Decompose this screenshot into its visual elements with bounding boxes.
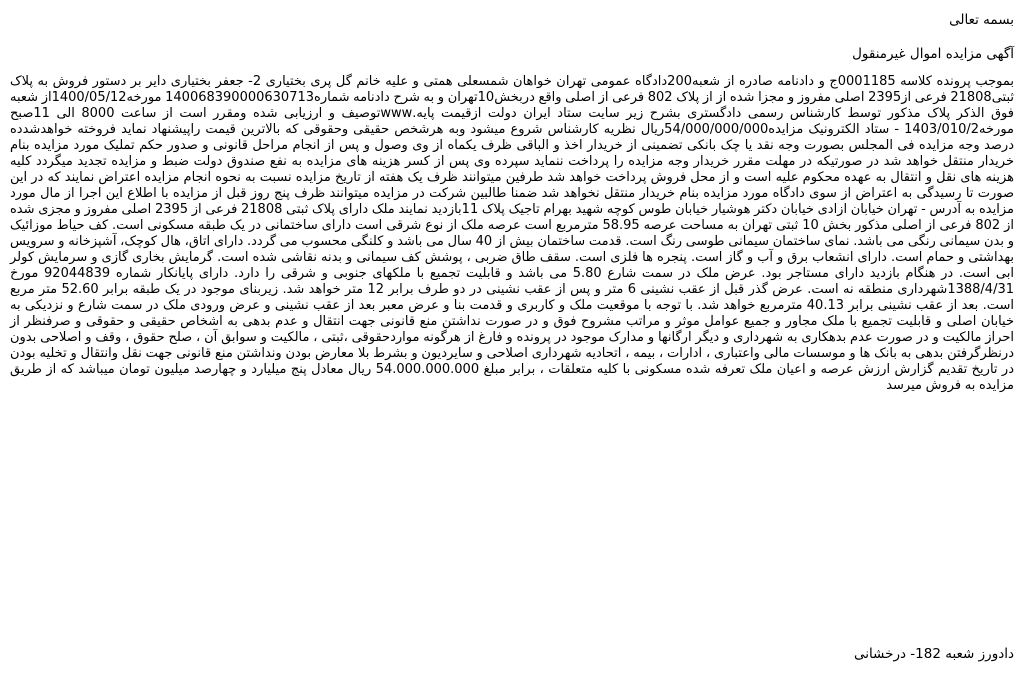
notice-title: آگهی مزایده اموال غیرمنقول (852, 46, 1014, 62)
notice-body: بموجب پرونده کلاسه 0001185ج و دادنامه صادره از شعبه200دادگاه عمومی تهران خواهان شمسعلی همتی و علیه خانم گل پری بختیاری 2- جعفر بختیاری دایر بر دستور فروش به پلاک ثبتی21808 فرعی از2395 اصلی مفروز و مجزا شده از از پلاک 802 فرعی از اصلی واقع دربخش10تهران و به شرح دادنامه شماره140068390000630713 مورخه1400/05/12از شعبه فوق الذکر پلاک مذکور توسط کارشناس رسمی دادگستری بشرح زیر سایت ستاد ایران دولت ازقیمت پایه.wwwتوصیف و ارزیابی شده ومقرر است از ساعت 8000 الی 11صبح مورخه1403/010/2 - ستاد الکترونیک مزایده54/000/000/000ریال نظریه کارشناس شروع میشود وبه هرشخص حقیقی وحقوقی که بالاترین قیمت راپیشنهاد نماید فروخته خواهدشدده درصد وجه مزایده فی المجلس بصورت وجه نقد یا چک بانکی تضمینی از خریدار اخذ و الباقی ظرف یکماه از وی وصول و پس از انجام مراحل قانونی و صدور حکم تملیک مورد مزایده بنام خریدار منتقل خواهد شد در صورتیکه در مهلت مقرر خریدار وجه مزایده را پرداخت ننماید سپرده وی پس از کسر هزینه های مزایده به نفع صندوق دولت ضبط و مزایده تجدید میگردد کلیه هزینه های نقل و انتقال به عهده محکوم علیه است و از محل فروش پرداخت خواهد شد طرفین میتوانند ظرف یک هفته از تاریخ مزایده نسبت به نحوه انجام مزایده اعتراض نمایند که در این صورت تا رسیدگی به اعتراض از سوی دادگاه مورد مزایده بنام خریدار منتقل نخواهد شد ضمنا طالبین شرکت در مزایده میتوانند ظرف پنج روز قبل از مزایده با اطلاع این اجرا از مال مورد مزایده به آدرس - تهران خیابان ازادی خیابان دکتر هوشیار خیابان طوس کوچه شهید بهرام تاجیک پلاک 11بازدید نمایند ملک دارای پلاک ثبتی 21808 فرعی از 2395 اصلی مفروز و مجزی شده از 802 فرعی از اصلی مذکور بخش 10 ثبتی تهران به مساحت عرصه 58.95 مترمربع است عرصه ملک از نوع شرقی است دارای ساختمانی در یک طبقه مسکونی است. کف حیاط موزائیک و بدن سیمانی رنگی می باشد. نمای ساختمان سیمانی طوسی رنگ است. قدمت ساختمان بیش از 40 سال می باشد و کلنگی محسوب می گردد. دارای اتاق، هال کوچک، آشپزخانه و سرویس بهداشتی و حمام است. دارای انشعاب برق و آب و گاز است. پنجره ها فلزی است. سقف طاق ضربی ، پوشش کف سیمانی و بدنه نقاشی شده است. گرمایش بخاری گازی و سرمایش کولر ابی است. در هنگام بازدید دارای مستاجر بود. عرض ملک در سمت شارع 5.80 می باشد و قابلیت تجمیع با ملکهای جنوبی و شرقی را دارد. دارای پایانکار شماره 92044839 مورخ 1388/4/31شهرداری منطقه نه است. عرض گذر قبل از عقب نشینی 6 متر و پس از عقب نشینی در دو طرف برابر 12 متر خواهد شد. زیربنای موجود در یک طبقه برابر 52.60 متر مربع است. بعد از عقب نشینی برابر 40.13 مترمربع خواهد شد. با توجه با موقعیت ملک و کاربری و قدمت بنا و عرض معبر بعد از عقب نشینی و عرض ورودی ملک در سمت شارع و نزدیکی به خیابان اصلی و قابلیت تجمیع با ملک مجاور و جمیع عوامل موثر و مراتب مشروح فوق و در صورت نداشتن منع قانونی جهت انتقال و عدم بدهی به اشخاص حقیقی و حقوقی و صرفنظر از احراز مالکیت و در صورت عدم بدهکاری به شهرداری و دیگر ارگانها و مدارک موجود در پرونده و فارغ از هرگونه مواردحقوقی ،ثبتی ، مالکیت و سوابق آن ، صلح حقوق ، وقف و اصلاحی بدون درنظرگرفتن بدهی به بانک ها و موسسات مالی واعتباری ، ادارات ، بیمه ، اتحادیه شهرداری اصلاحی و سایردیون و بشرط بلا معارض بودن ونداشتن منع قانونی جهت نقل وانتقال و تخلیه بودن در تاریخ تقدیم گزارش ارزش عرصه و اعیان ملک تعرفه شده مسکونی با کلیه متعلقات ، برابر مبلغ 54.000.000.000 ریال معادل پنج میلیارد و چهارصد میلیون تومان میباشد که از طریق مزایده به فروش میرسد (10, 74, 1015, 393)
greeting-heading: بسمه تعالی (949, 12, 1014, 28)
signature-line: دادورز شعبه 182- درخشانی (853, 646, 1014, 662)
